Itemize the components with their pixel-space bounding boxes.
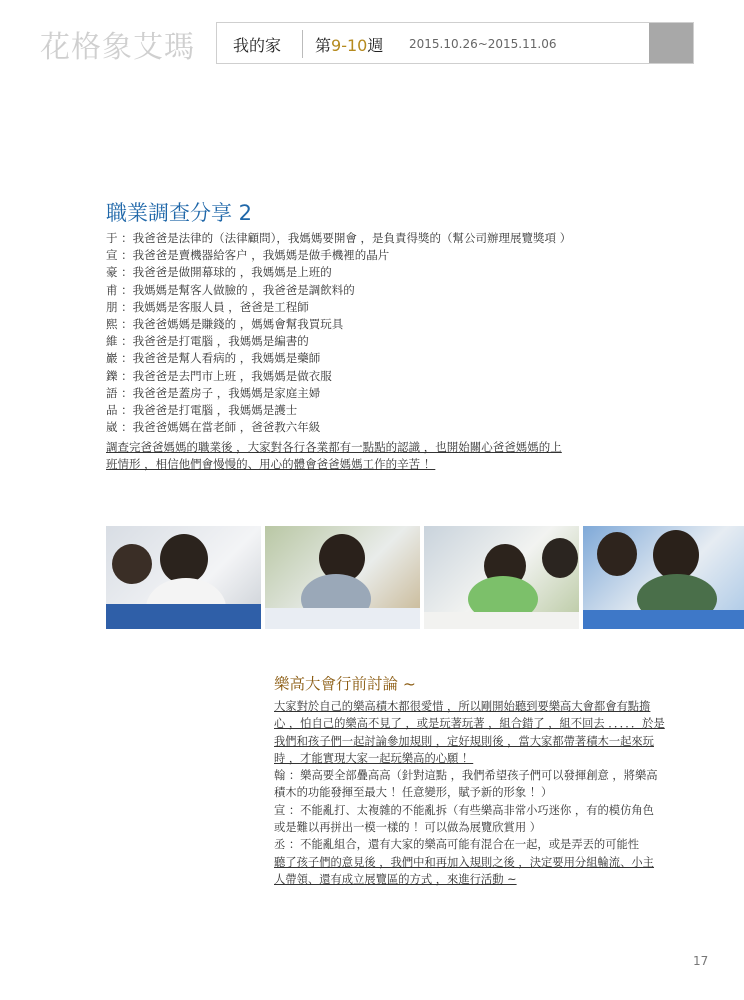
paragraph-line: 大家對於自己的樂高積木都很愛惜 ，所以剛開始聽到要樂高大會都會有點擔 — [274, 700, 651, 713]
list-item: 甫 ：我媽媽是幫客人做臉的 ，我爸爸是調飲料的 — [106, 282, 355, 297]
section2-title: 樂高大會行前討論 ~ — [274, 675, 416, 693]
week-number: 9-10 — [331, 36, 368, 55]
paragraph-line: 時 ，才能實現大家一起玩樂高的心願 ！ — [274, 751, 474, 765]
logo: 花格象艾瑪 — [40, 30, 195, 65]
list-item: 朋 ：我媽媽是客服人員 ，爸爸是工程師 — [106, 299, 309, 314]
paragraph-line: 聽了孩子們的意見後 ，我們中和再加入規則之後 ，決定要用分組輪流、小主 — [274, 855, 654, 869]
list-item: 崴 ：我爸爸媽媽在當老師 ，爸爸教六年級 — [106, 420, 321, 435]
summary-line: 調查完爸爸媽媽的職業後 ，大家對各行各業都有一點點的認識 ，也開始關心爸爸媽媽的上 — [106, 440, 562, 454]
list-item: 豪 ：我爸爸是做開幕球的 ，我媽媽是上班的 — [106, 265, 332, 280]
header-title: 我的家 — [233, 36, 282, 55]
paragraph-line: 翰 ：樂高要全部疊高高（針對這點 ，我們希望孩子們可以發揮創意 ，將樂高 — [274, 769, 658, 783]
list-item: 宣 ：我爸爸是賣機器給客户 ，我媽媽是做手機裡的晶片 — [106, 248, 390, 263]
list-item: 鑠 ：我爸爸是去門市上班 ，我媽媽是做衣服 — [106, 368, 332, 383]
list-item: 語 ：我爸爸是蓋房子 ，我媽媽是家庭主婦 — [106, 385, 321, 400]
section1-summary — [106, 439, 606, 473]
list-item: 于 ：我爸爸是法律的（法律顧問），我媽媽要開會 ，是負責得獎的（幫公司辦理展覽獎項 ） — [106, 231, 572, 245]
list-item: 品 ：我爸爸是打電腦 ，我媽媽是護士 — [106, 403, 298, 418]
paragraph-line: 人帶領、還有成立展覽區的方式 ，來進行活動 ~ — [274, 872, 517, 886]
photo-strip — [106, 526, 744, 629]
list-item: 維 ：我爸爸是打電腦 ，我媽媽是編書的 — [106, 334, 309, 349]
section1-list — [106, 230, 626, 436]
week-suffix: 週 — [367, 36, 384, 55]
photo-boy-writing — [106, 526, 261, 629]
page-number: 17 — [693, 954, 709, 968]
header-date: 2015.10.26~2015.11.06 — [409, 37, 557, 51]
section2-text — [274, 698, 694, 888]
paragraph-line: 宣 ：不能亂打、太複雜的不能亂拆（有些樂高非常小巧迷你 ，有的模仿角色 — [274, 803, 654, 817]
photo-girl-drawing — [265, 526, 420, 629]
list-item: 巖 ：我爸爸是幫人看病的 ，我媽媽是藥師 — [106, 351, 321, 366]
paragraph-line: 或是難以再拼出一模一樣的 ！可以做為展覽欣賞用 ） — [274, 821, 542, 835]
paragraph-line: 我們和孩子們一起討論參加規則 ，定好規則後 ，當大家都帶著積木一起來玩 — [274, 734, 654, 748]
week-prefix: 第 — [315, 36, 332, 55]
paragraph-line: 丞 ：不能亂組合，還有大家的樂高可能有混合在一起，或是弄丟的可能性 — [274, 838, 640, 852]
section1-title: 職業調查分享 2 — [106, 201, 253, 225]
header-week — [315, 33, 383, 56]
list-item: 熙 ：我爸爸媽媽是賺錢的 ，媽媽會幫我買玩具 — [106, 317, 344, 332]
paragraph-line: 心 ，怕自己的樂高不見了 ，或是玩著玩著 ，組合錯了 ，組不回去 ．．．．．於是 — [274, 717, 665, 731]
photo-kids-at-table — [424, 526, 579, 629]
header-bar — [216, 22, 694, 64]
paragraph-line: 積木的功能發揮至最大 ！任意變形，賦予新的形象 ！） — [274, 786, 553, 800]
header-divider — [302, 30, 303, 58]
photo-boys-drawing — [583, 526, 744, 629]
header-gray-block — [649, 23, 693, 63]
summary-line: 班情形 ，相信他們會慢慢的、用心的體會爸爸媽媽工作的辛苦 ！ — [106, 457, 436, 472]
